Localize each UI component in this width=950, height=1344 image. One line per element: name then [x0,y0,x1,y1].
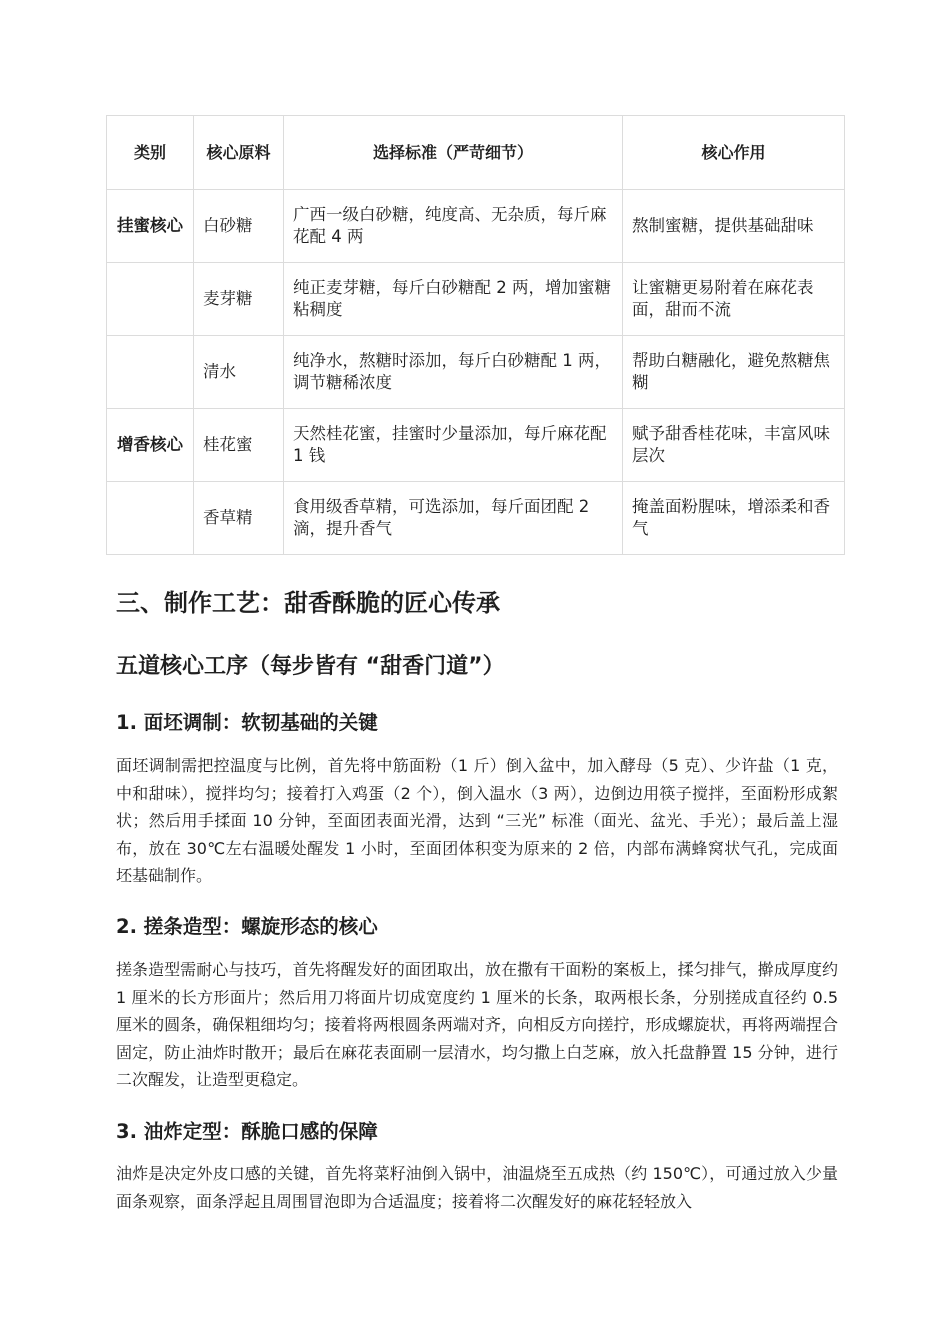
subsection-title: 五道核心工序（每步皆有 “甜香门道”） [116,654,505,679]
table-row [107,263,845,336]
cell-standard: 纯正麦芽糖，每斤白砂糖配 2 两，增加蜜糖粘稠度 [284,263,623,336]
header-standard: 选择标准（严苛细节） [284,116,623,190]
table-row [107,482,845,555]
cell-ingredient: 白砂糖 [194,190,284,263]
step-2-title: 2. 搓条造型：螺旋形态的核心 [116,915,378,938]
cell-standard: 广西一级白砂糖，纯度高、无杂质，每斤麻花配 4 两 [284,190,623,263]
cell-role: 赋予甜香桂花味，丰富风味层次 [623,409,845,482]
cell-category: 增香核心 [107,409,194,482]
cell-category [107,336,194,409]
cell-category [107,263,194,336]
table-row [107,409,845,482]
cell-role: 掩盖面粉腥味，增添柔和香气 [623,482,845,555]
cell-role: 让蜜糖更易附着在麻花表面，甜而不流 [623,263,845,336]
table-row [107,190,845,263]
header-role: 核心作用 [623,116,845,190]
cell-ingredient: 麦芽糖 [194,263,284,336]
cell-ingredient: 桂花蜜 [194,409,284,482]
header-category: 类别 [107,116,194,190]
cell-standard: 食用级香草精，可选添加，每斤面团配 2 滴，提升香气 [284,482,623,555]
header-ingredient: 核心原料 [194,116,284,190]
cell-standard: 天然桂花蜜，挂蜜时少量添加，每斤麻花配 1 钱 [284,409,623,482]
section-title: 三、制作工艺：甜香酥脆的匠心传承 [116,589,500,617]
cell-category [107,482,194,555]
cell-role: 帮助白糖融化，避免熬糖焦糊 [623,336,845,409]
cell-ingredient: 香草精 [194,482,284,555]
ingredients-table [106,115,845,555]
cell-category: 挂蜜核心 [107,190,194,263]
step-1-text: 面坯调制需把控温度与比例，首先将中筋面粉（1 斤）倒入盆中，加入酵母（5 克）、少许盐（1 克，中和甜味），搅拌均匀；接着打入鸡蛋（2 个），倒入温水（3 两），边倒边用筷子搅拌，至面粉形成絮状；然后用手揉面 10 分钟，至面团表面光滑，达到 “三光” 标准（面光、盆光、手光）；最后盖上湿布，放在 30℃左右温暖处醒发 1 小时，至面团体积变为原来的 2 倍，内部布满蜂窝状气孔，完成面坯基础制作。 [116,756,838,885]
cell-role: 熬制蜜糖，提供基础甜味 [623,190,845,263]
cell-standard: 纯净水，熬糖时添加，每斤白砂糖配 1 两，调节糖稀浓度 [284,336,623,409]
table-header-row [107,116,845,190]
step-3-text: 油炸是决定外皮口感的关键，首先将菜籽油倒入锅中，油温烧至五成热（约 150℃），可通过放入少量面条观察，面条浮起且周围冒泡即为合适温度；接着将二次醒发好的麻花轻轻放入 [116,1164,838,1211]
step-1-title: 1. 面坯调制：软韧基础的关键 [116,711,378,734]
step-2-text: 搓条造型需耐心与技巧，首先将醒发好的面团取出，放在撒有干面粉的案板上，揉匀排气，擀成厚度约 1 厘米的长方形面片；然后用刀将面片切成宽度约 1 厘米的长条，取两根长条，分别搓成直径约 0.5 厘米的圆条，确保粗细均匀；接着将两根圆条两端对齐，向相反方向搓拧，形成螺旋状，再将两端捏合固定，防止油炸时散开；最后在麻花表面刷一层清水，均匀撒上白芝麻，放入托盘静置 15 分钟，进行二次醒发，让造型更稳定。 [116,960,838,1089]
table-row [107,336,845,409]
step-3-title: 3. 油炸定型：酥脆口感的保障 [116,1120,378,1143]
cell-ingredient: 清水 [194,336,284,409]
